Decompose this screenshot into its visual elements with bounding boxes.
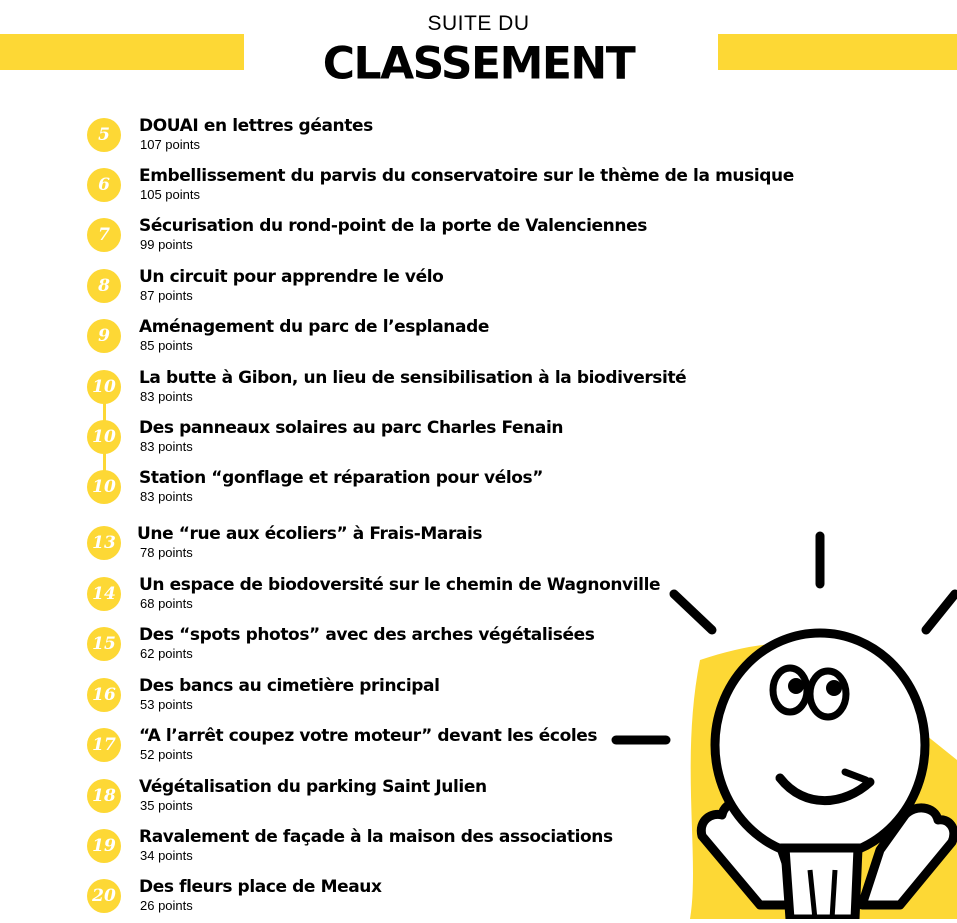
item-points: 107 points xyxy=(140,137,200,152)
item-label: Aménagement du parc de l’esplanade xyxy=(139,317,489,337)
list-item xyxy=(87,317,787,363)
item-points: 35 points xyxy=(140,798,193,813)
item-points: 34 points xyxy=(140,848,193,863)
page-supertitle: SUITE DU xyxy=(427,12,530,35)
rank-badge: 16 xyxy=(87,678,121,712)
rank-badge: 19 xyxy=(87,829,121,863)
rank-badge: 13 xyxy=(87,526,121,560)
item-label: Un circuit pour apprendre le vélo xyxy=(139,267,444,287)
item-points: 52 points xyxy=(140,747,193,762)
item-points: 26 points xyxy=(140,898,193,913)
list-item xyxy=(87,116,787,162)
list-item xyxy=(87,368,787,414)
item-label: Une “rue aux écoliers” à Frais-Marais xyxy=(137,524,483,544)
item-label: Des panneaux solaires au parc Charles Fenain xyxy=(139,418,564,438)
list-item xyxy=(87,418,787,464)
rank-badge: 9 xyxy=(87,319,121,353)
item-points: 68 points xyxy=(140,596,193,611)
item-points: 85 points xyxy=(140,338,193,353)
rank-badge: 6 xyxy=(87,168,121,202)
item-label: Station “gonflage et réparation pour vélos” xyxy=(139,468,544,488)
list-item xyxy=(87,267,787,313)
item-label: “A l’arrêt coupez votre moteur” devant les écoles xyxy=(139,726,598,746)
item-points: 105 points xyxy=(140,187,200,202)
rank-badge: 10 xyxy=(87,420,121,454)
item-points: 87 points xyxy=(140,288,193,303)
rank-badge: 10 xyxy=(87,370,121,404)
item-points: 53 points xyxy=(140,697,193,712)
item-points: 83 points xyxy=(140,439,193,454)
list-item xyxy=(87,468,787,514)
item-label: DOUAI en lettres géantes xyxy=(139,116,373,136)
rank-badge: 20 xyxy=(87,879,121,913)
lightbulb-mascot-icon xyxy=(600,520,957,919)
item-label: Un espace de biodoversité sur le chemin de Wagnonville xyxy=(139,575,661,595)
item-points: 62 points xyxy=(140,646,193,661)
rank-badge: 18 xyxy=(87,779,121,813)
list-item xyxy=(87,216,787,262)
item-label: Embellissement du parvis du conservatoire sur le thème de la musique xyxy=(139,166,794,186)
item-label: La butte à Gibon, un lieu de sensibilisation à la biodiversité xyxy=(139,368,687,388)
item-label: Sécurisation du rond-point de la porte de Valenciennes xyxy=(139,216,647,236)
item-points: 83 points xyxy=(140,489,193,504)
item-label: Ravalement de façade à la maison des associations xyxy=(139,827,613,847)
item-label: Des fleurs place de Meaux xyxy=(139,877,382,897)
item-label: Des “spots photos” avec des arches végétalisées xyxy=(139,625,595,645)
rank-badge: 14 xyxy=(87,577,121,611)
item-label: Végétalisation du parking Saint Julien xyxy=(139,777,487,797)
rank-badge: 5 xyxy=(87,118,121,152)
item-label: Des bancs au cimetière principal xyxy=(139,676,440,696)
page-title: CLASSEMENT xyxy=(322,37,635,90)
rank-badge: 17 xyxy=(87,728,121,762)
rank-badge: 8 xyxy=(87,269,121,303)
rank-badge: 7 xyxy=(87,218,121,252)
rank-badge: 15 xyxy=(87,627,121,661)
item-points: 99 points xyxy=(140,237,193,252)
list-item xyxy=(87,166,794,212)
rank-badge: 10 xyxy=(87,470,121,504)
item-points: 78 points xyxy=(140,545,193,560)
item-points: 83 points xyxy=(140,389,193,404)
